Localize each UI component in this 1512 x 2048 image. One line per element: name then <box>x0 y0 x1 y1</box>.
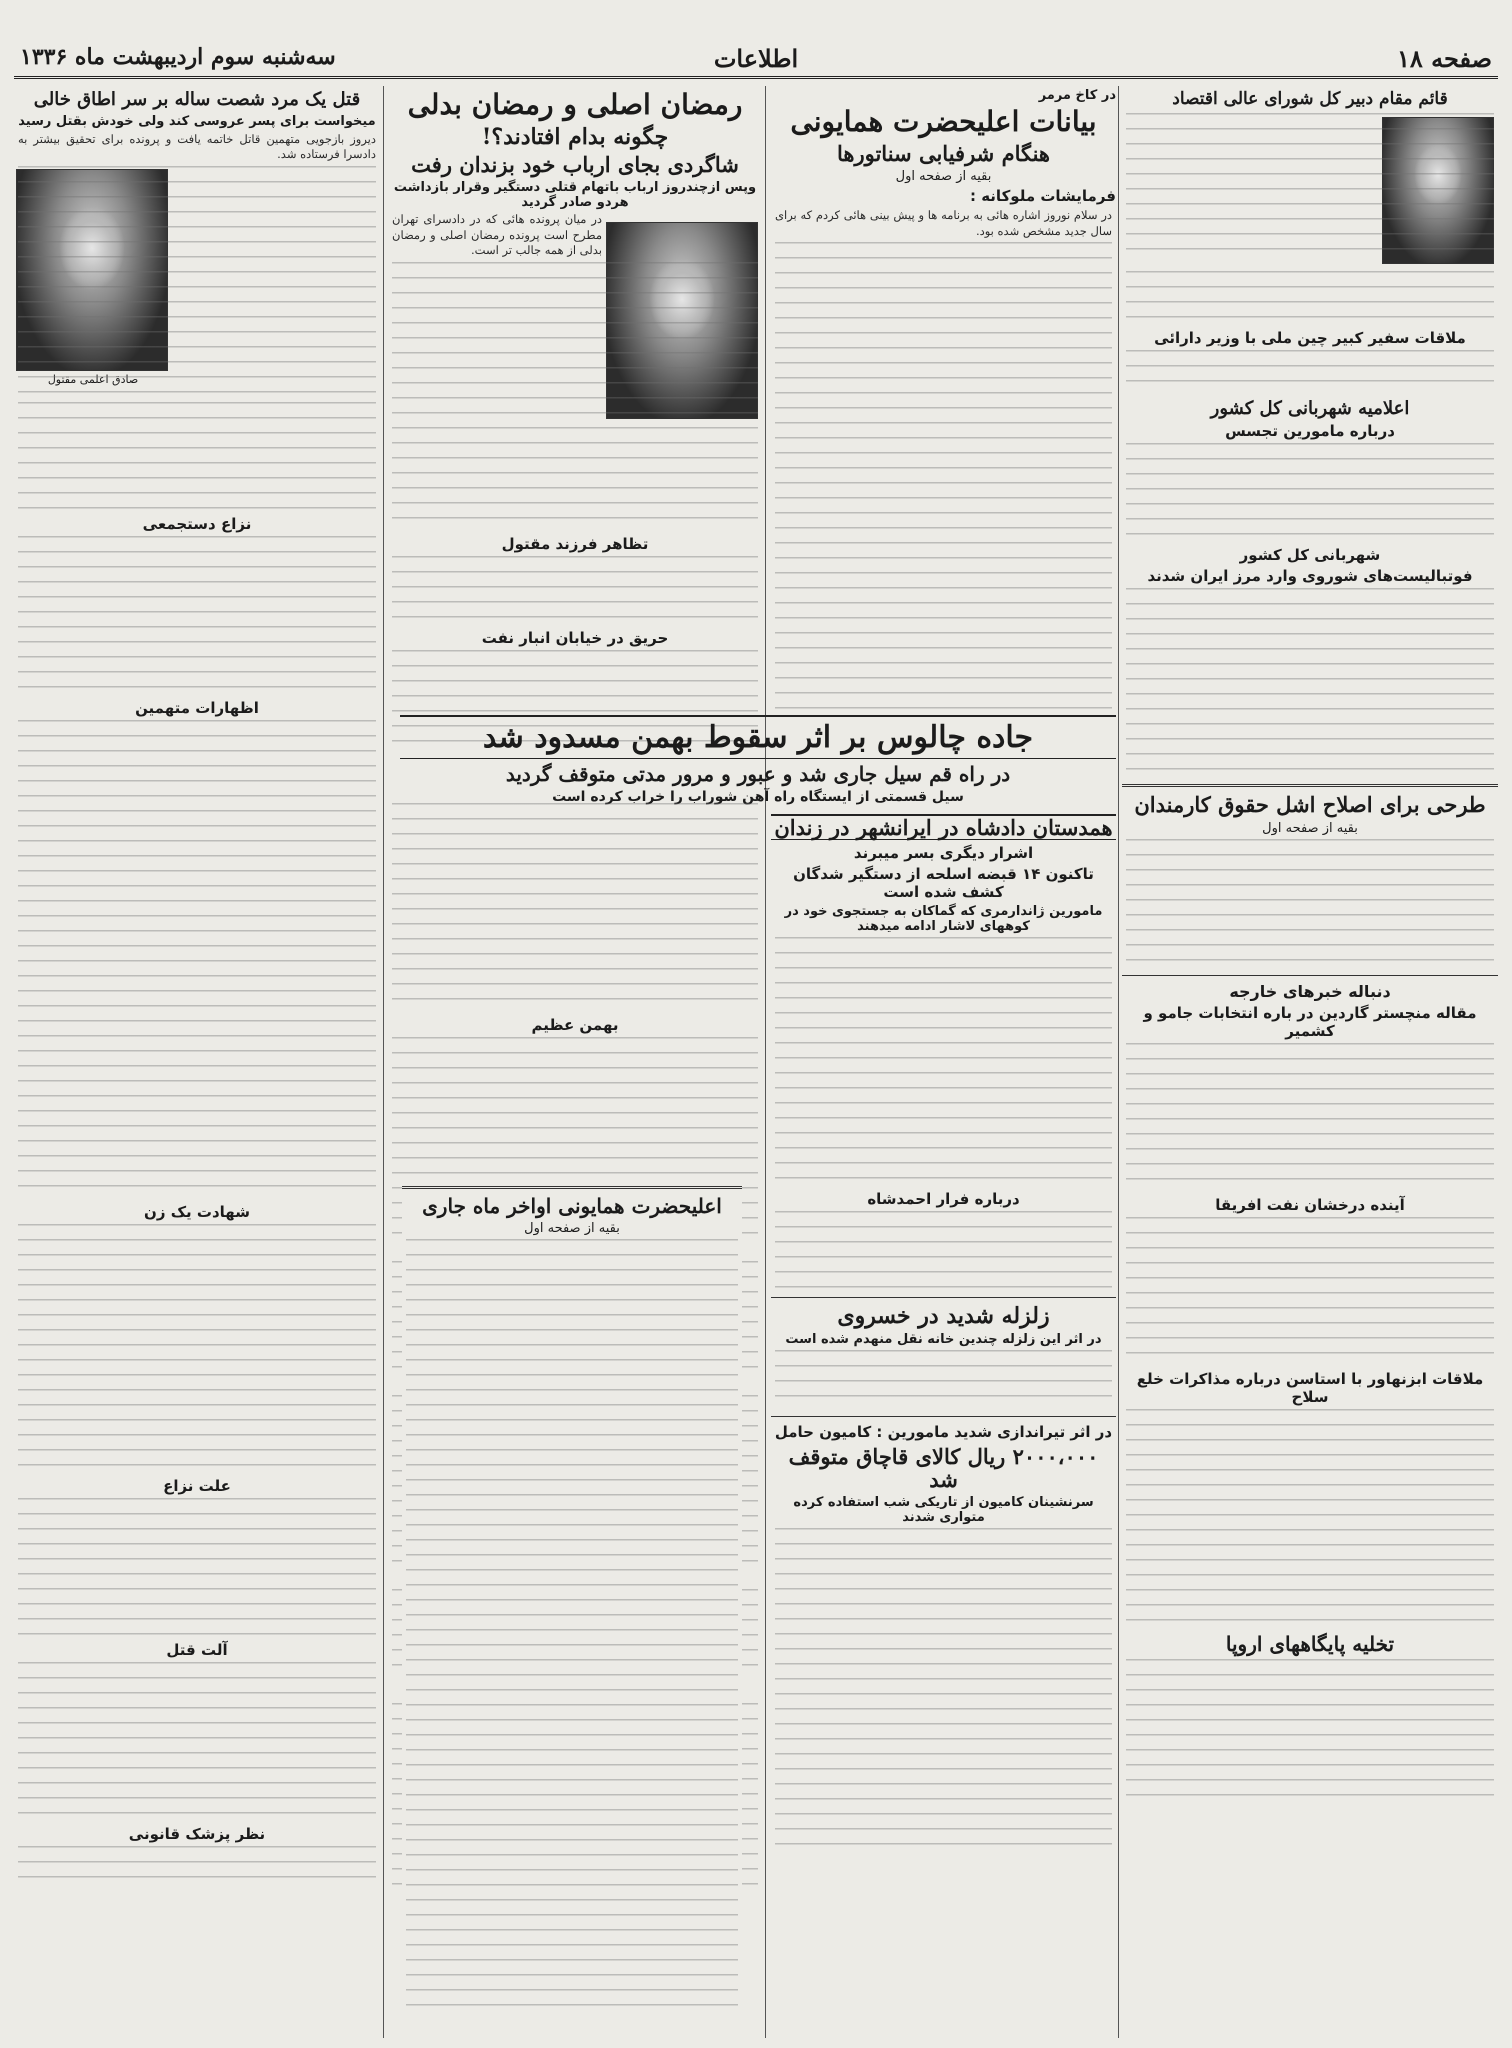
subhead-chalus-2: سیل قسمتی از ایستگاه راه آهن شوراب را خراب کرده است <box>552 789 964 805</box>
article-body <box>775 937 1112 1187</box>
subhead-dadshah-3: مامورین ژاندارمری که گماکان به جستجوی خود در کوههای لاشار ادامه میدهند <box>784 904 1103 935</box>
column-right <box>14 86 380 2038</box>
headline-ramazan: رمضان اصلی و رمضان بدلی <box>407 88 743 121</box>
headline-royal-speech: بیانات اعلیحضرت همایونی <box>790 105 1097 138</box>
subhead-dadshah: اشرار دیگری بسر میبرند <box>853 844 1034 863</box>
article-body <box>1126 271 1494 326</box>
subhead-royal-speech: هنگام شرفیابی سناتورها <box>837 140 1050 166</box>
subhead: ملاقات سفیر کبیر چین ملی با وزیر دارائی <box>1154 328 1466 347</box>
article-text: در میان پرونده هائی که در دادسرای تهران مطرح است پرونده رمضان اصلی و رمضان بدلی از همه جالب تر است. <box>392 212 602 258</box>
headline-police: اعلامیه شهربانی کل کشور <box>1210 397 1410 419</box>
newspaper-name: اطلاعات <box>713 44 799 73</box>
article-body <box>1126 350 1494 395</box>
subhead-murder: میخواست برای پسر عروسی کند ولی خودش بقتل رسید <box>18 113 376 129</box>
subhead: آلت قتل <box>166 1641 228 1660</box>
section-foreign-news: دنباله خبرهای خارجه <box>1229 981 1391 1001</box>
article-body <box>1126 588 1494 778</box>
article-body <box>18 1498 376 1638</box>
subhead: شهادت یک زن <box>144 1203 250 1222</box>
headline-europe-bases: تخلیه پایگاههای اروپا <box>1225 1631 1395 1656</box>
subhead: نزاع دستجمعی <box>142 515 252 534</box>
subhead: نظر پزشک قانونی <box>128 1825 266 1844</box>
article-body <box>392 262 758 532</box>
subhead: تظاهر فرزند مقتول <box>501 534 649 553</box>
subhead-ramazan: چگونه بدام افتادند؟! <box>481 123 669 150</box>
issue-date: سه‌شنبه سوم اردیبهشت ماه ۱۳۳۶ <box>20 44 336 70</box>
subhead: فرمایشات ملوکانه : <box>969 186 1116 205</box>
subhead-smuggling-2: سرنشینان کامیون از تاریکی شب استفاده کرده متواری شدند <box>793 1495 1094 1526</box>
headline-kashmir: مقاله منچستر گاردین در باره انتخابات جامو و کشمیر <box>1143 1003 1477 1040</box>
headline-chalus: جاده چالوس بر اثر سقوط بهمن مسدود شد <box>482 720 1034 755</box>
subhead: حریق در خیابان انبار نفت <box>481 628 669 647</box>
column-divider <box>383 86 384 2038</box>
headline-football: فوتبالیست‌های شوروی وارد مرز ایران شدند <box>1147 567 1473 586</box>
headline-disarmament: ملاقات ابزنهاور با استاسن درباره مذاکرات خلع سلاح <box>1136 1369 1484 1406</box>
column-center-left-lower <box>771 810 1116 2038</box>
subhead-ramazan-2: شاگردی بجای ارباب خود بزندان رفت <box>411 151 739 177</box>
continued-label: بقیه از صفحه اول <box>524 1221 620 1236</box>
article-body <box>18 1662 376 1822</box>
subhead-ramazan-3: وپس ازچندروز ارباب باتهام قتلی دستگیر وقرار بازداشت هردو صادر گردید <box>393 180 757 211</box>
continued-label: بقیه از صفحه اول <box>895 168 992 184</box>
headline-salary-reform: طرحی برای اصلاح اشل حقوق کارمندان <box>1134 792 1486 818</box>
article-body <box>1126 1409 1494 1629</box>
article-body <box>775 1528 1112 1858</box>
article-body <box>18 720 376 1200</box>
subhead-police: درباره مامورین تجسس <box>1225 422 1395 441</box>
article-body <box>775 1211 1112 1291</box>
subhead: درباره فرار احمدشاه <box>867 1190 1020 1209</box>
subhead: بهمن عظیم <box>531 1016 619 1034</box>
article-body <box>18 1224 376 1474</box>
article-body <box>1126 1659 1494 1809</box>
subhead-dadshah-2: تاکنون ۱۴ قبضه اسلحه از دستگیر شدگان کشف شده است <box>793 865 1094 902</box>
headline-royal-return: اعلیحضرت همایونی اواخر ماه جاری <box>422 1194 722 1218</box>
article-text: در سلام نوروز اشاره هائی به برنامه ها و پیش بینی هائی کردم که برای سال جدید مشخص شده بود. <box>775 207 1112 238</box>
royal-return-column <box>402 1180 742 2040</box>
article-body <box>775 242 1112 711</box>
article-body <box>18 166 376 396</box>
subhead: شهربانی کل کشور <box>1239 546 1381 565</box>
chalus-road-block <box>400 715 1116 808</box>
column-divider <box>765 86 766 2038</box>
article-body <box>406 1239 738 2019</box>
page-header <box>14 42 1498 79</box>
subhead-chalus: در راه قم سیل جاری شد و عبور و مرور مدتی متوقف گردید <box>505 762 1011 786</box>
page-number: صفحه ۱۸ <box>1396 44 1492 73</box>
article-body <box>1126 839 1494 969</box>
article-body <box>1126 113 1494 263</box>
subhead-smuggling: ۲۰۰۰،۰۰۰ ریال کالای قاچاق متوقف شد <box>788 1444 1099 1493</box>
article-body <box>1126 1043 1494 1193</box>
article-body <box>392 556 758 626</box>
headline-smuggling: در اثر تیراندازی شدید مامورین : کامیون حامل <box>774 1423 1113 1442</box>
article-body <box>18 536 376 696</box>
article-body <box>1126 443 1494 543</box>
article-body <box>18 402 376 512</box>
article-body <box>775 1350 1112 1410</box>
subhead: اظهارات متهمین <box>135 699 259 718</box>
article-body <box>392 803 758 1013</box>
headline-earthquake: زلزله شدید در خسروی <box>837 1303 1050 1330</box>
headline-economic-council: قائم مقام دبیر کل شورای عالی اقتصاد <box>1172 89 1448 109</box>
kicker-label: در کاخ مرمر <box>1038 88 1116 103</box>
column-divider <box>1118 86 1119 2038</box>
headline-africa-oil: آینده درخشان نفت افریقا <box>1215 1195 1405 1214</box>
article-text: دیروز بازجویی متهمین قاتل خاتمه یافت و پرونده برای تحقیق بیشتر به دادسرا فرستاده شد. <box>18 131 376 162</box>
subhead: علت نزاع <box>163 1477 231 1496</box>
article-body <box>18 1846 376 1886</box>
headline-murder: قتل یک مرد شصت ساله بر سر اطاق خالی <box>33 89 361 110</box>
photo-caption: صادق اعلمی مقتول <box>47 373 139 387</box>
subhead-earthquake: در اثر این زلزله چندین خانه نقل منهدم شده است <box>785 1332 1102 1348</box>
article-body <box>1126 1217 1494 1367</box>
headline-dadshah: همدستان دادشاه در ایرانشهر در زندان <box>771 814 1116 840</box>
continued-label: بقیه از صفحه اول <box>1262 820 1358 836</box>
column-left <box>1122 86 1498 2038</box>
column-center-left <box>771 86 1116 711</box>
